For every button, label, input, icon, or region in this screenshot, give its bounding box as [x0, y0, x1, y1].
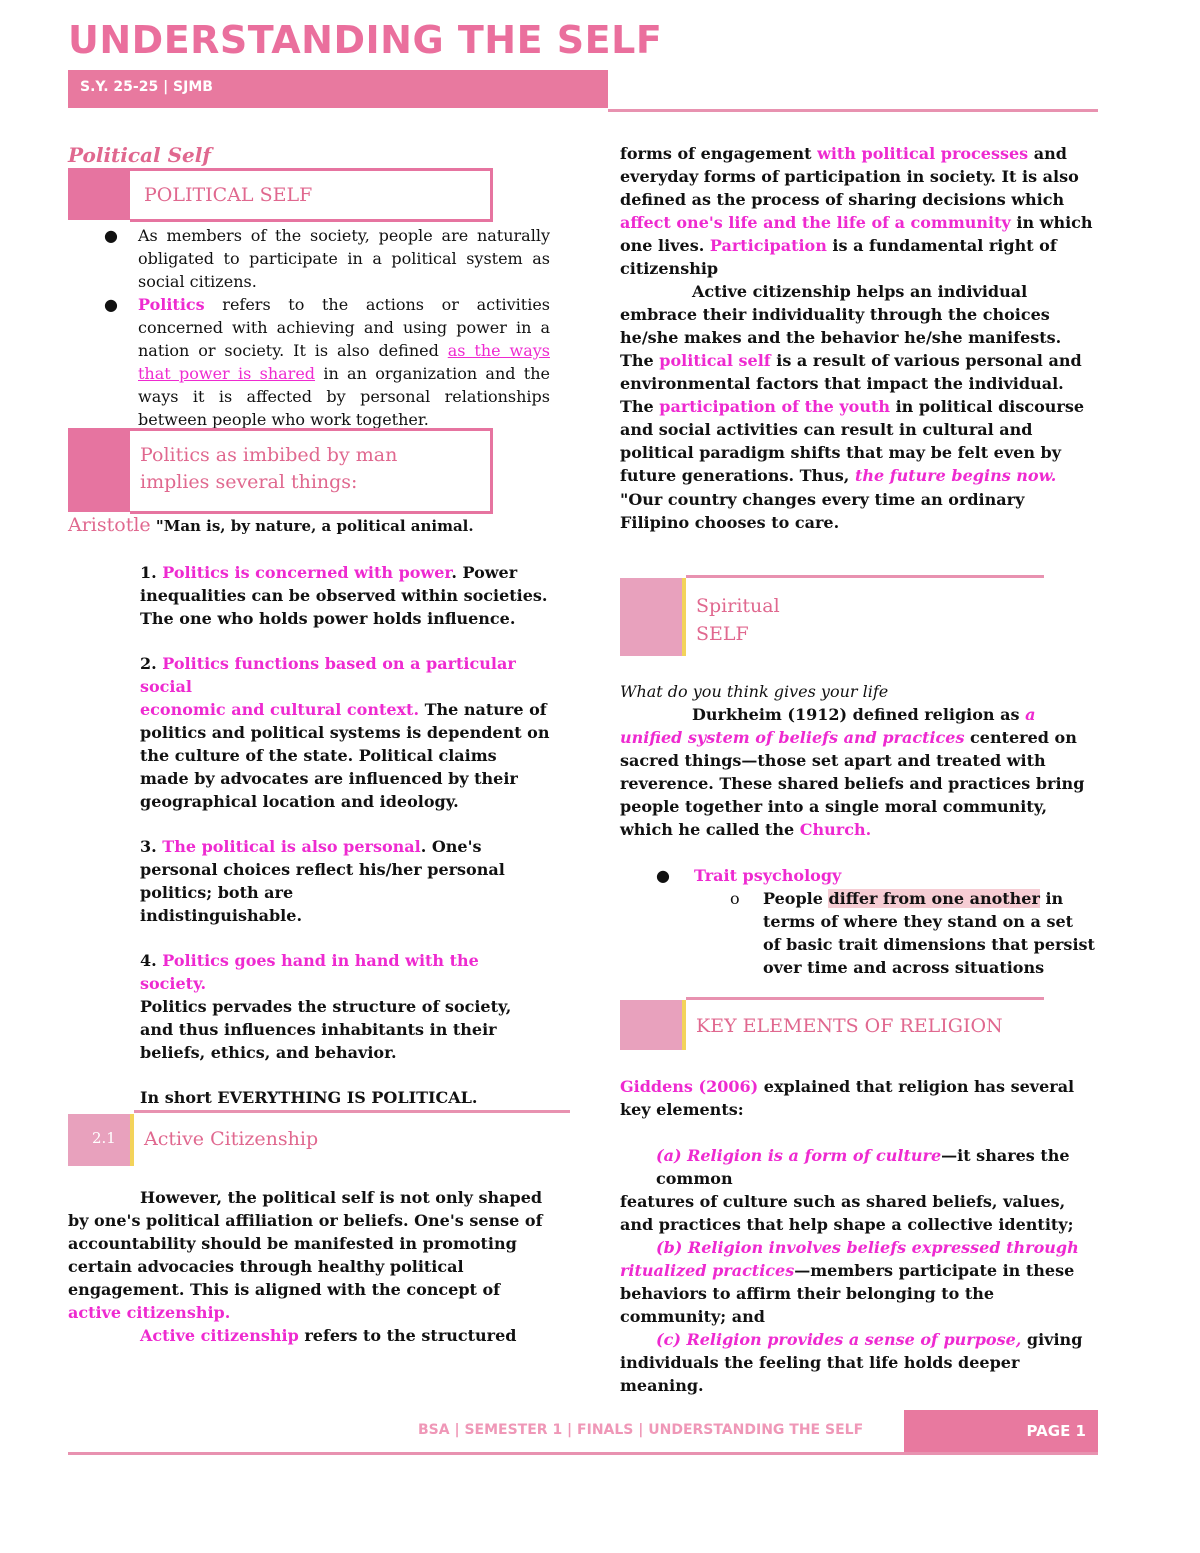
- active-citizenship-definition: Active citizenship refers to the structured: [140, 1326, 517, 1345]
- giddens-paragraph: Giddens (2006) explained that religion has several key elements: (a) Religion is a form of culture—it shares the common features of culture such as shared beliefs, values, and practices that help shape a collective identity; (b) Religion involves beliefs expressed through ritualized practices—members participate in these behaviors to affirm their belonging to the community; and (c) Religion provides a sense of purpose, giving individuals the feeling that life holds deeper meaning.: [620, 1075, 1098, 1397]
- list-item: features of culture such as shared beliefs, values, and practices that help shape a collective identity;: [620, 1192, 1074, 1234]
- list-item: 2. Politics functions based on a particular social economic and cultural context. The nature of politics and political systems is dependent on the culture of the state. Political claims made by advocates are influenced by their geographical location and ideology.: [140, 654, 550, 811]
- subtitle-text: S.Y. 25-25 | SJMB: [80, 79, 213, 95]
- summary-line: In short EVERYTHING IS POLITICAL.: [140, 1088, 478, 1107]
- list-item: (b) Religion involves beliefs expressed through ritualized practices—members participate in these behaviors to affirm their belonging to the community; and: [620, 1238, 1079, 1326]
- footer-text: BSA | SEMESTER 1 | FINALS | UNDERSTANDING THE SELF: [418, 1422, 864, 1438]
- spiritual-self-label: Spiritual SELF: [696, 595, 780, 645]
- politics-list: [140, 561, 550, 1109]
- list-item: 4. Politics goes hand in hand with the society. Politics pervades the structure of society, and thus influences inhabitants in their beliefs, ethics, and behavior.: [140, 951, 512, 1062]
- section-title: Political Self: [68, 143, 211, 167]
- politics-definition-link: as the ways that power is shared: [138, 341, 550, 383]
- page-number: PAGE 1: [1026, 1422, 1086, 1440]
- list-item: o People differ from one another in terms of where they stand on a set of basic trait dimensions that persist over time and across situations: [730, 889, 1095, 977]
- page-number-box: [904, 1410, 1098, 1452]
- trait-psychology: [656, 864, 1096, 979]
- politics-imbibed-box: [68, 428, 496, 512]
- key-elements-header: [620, 1000, 1044, 1050]
- political-self-box: [68, 168, 496, 220]
- document-title: UNDERSTANDING THE SELF: [68, 18, 663, 62]
- list-item: 1. Politics is concerned with power. Power inequalities can be observed within societies. The one who holds power holds influence.: [140, 563, 548, 628]
- filipino-quote: "Our country changes every time an ordinary Filipino chooses to care.: [620, 490, 1025, 532]
- aristotle-quote: Aristotle "Man is, by nature, a political animal.: [68, 514, 474, 536]
- guiding-question: What do you think gives your life: [620, 682, 889, 701]
- key-elements-label: KEY ELEMENTS OF RELIGION: [696, 1015, 1003, 1037]
- list-item: ● Politics refers to the actions or activities concerned with achieving and using power in a nation or society. It is also defined as the ways that power is shared in an organization and the ways it is affected by personal relationships between people who work together.: [104, 295, 551, 429]
- list-item: ● Trait psychology: [656, 866, 842, 885]
- list-item: (a) Religion is a form of culture—it shares the common: [656, 1146, 1070, 1188]
- active-citizenship-header: [68, 1114, 570, 1166]
- politics-bullets: [68, 224, 550, 431]
- political-self-label: POLITICAL SELF: [144, 184, 313, 206]
- durkheim-paragraph: Durkheim (1912) defined religion as a unified system of beliefs and practices centered on sacred things—those set apart and treated with reverence. These shared beliefs and practices bring people together into a single moral community, which he called the Church.: [620, 705, 1085, 839]
- list-item: 3. The political is also personal. One's personal choices reflect his/her personal politics; both are indistinguishable.: [140, 837, 505, 925]
- footer-rule: [68, 1452, 1098, 1455]
- active-citizenship-paragraph-2: Active citizenship helps an individual embrace their individuality through the choices he/she makes and the behavior he/she manifests. The political self is a result of various personal and environmental factors that impact the individual. The participation of the youth in political discourse and social activities can result in cultural and political paradigm shifts that may be felt even by future generations. Thus, the future begins now.: [620, 282, 1085, 485]
- subtitle-bar: [68, 70, 608, 108]
- header-rule: [608, 109, 1098, 112]
- section-number: 2.1: [92, 1129, 116, 1147]
- list-item: (c) Religion provides a sense of purpose, giving individuals the feeling that life holds deeper meaning.: [620, 1330, 1083, 1395]
- list-item: ● As members of the society, people are naturally obligated to participate in a political system as social citizens.: [104, 226, 550, 291]
- spiritual-self-header: [620, 578, 1044, 656]
- politics-imbibed-label: Politics as imbibed by man implies several things:: [140, 444, 398, 493]
- participation-paragraph: forms of engagement with political processes and everyday forms of participation in society. It is also defined as the process of sharing decisions which affect one's life and the life of a community in which one lives. Participation is a fundamental right of citizenship: [620, 144, 1093, 278]
- active-citizenship-paragraph: However, the political self is not only shaped by one's political affiliation or beliefs. One's sense of accountability should be manifested in promoting certain advocacies through healthy political engagement. This is aligned with the concept of active citizenship.: [68, 1188, 543, 1322]
- active-citizenship-label: Active Citizenship: [144, 1128, 319, 1150]
